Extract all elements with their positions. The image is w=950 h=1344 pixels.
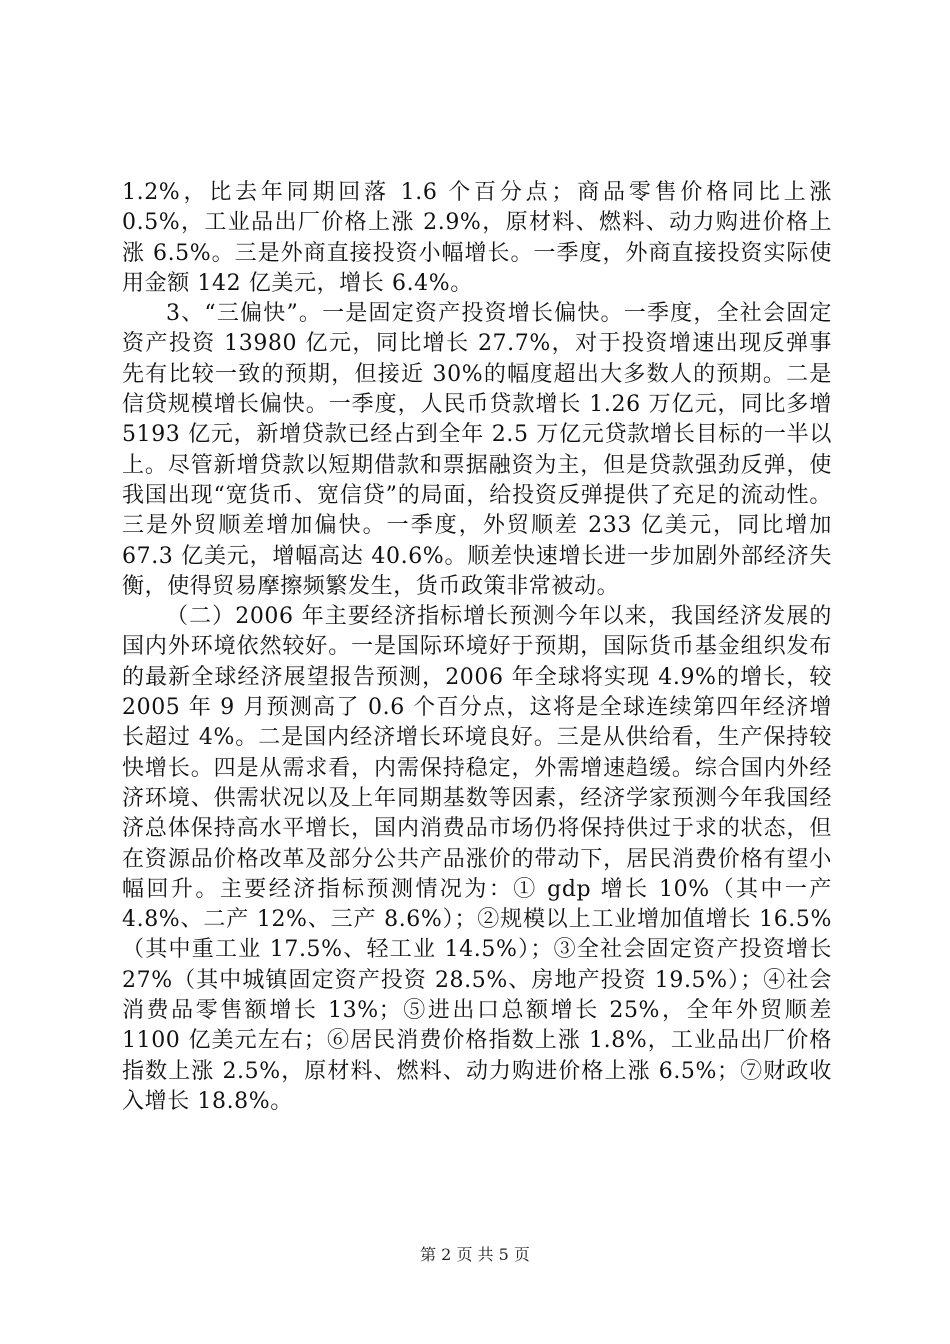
document-body [122,178,832,1117]
page-number-footer: 第 2 页 共 5 页 [420,1245,530,1264]
paragraph-continuation: 1.2%，比去年同期回落 1.6 个百分点；商品零售价格同比上涨 0.5%，工业品出厂价格上涨 2.9%，原材料、燃料、动力购进价格上涨 6.5%。三是外商直接投资小幅增长。一季度，外商直接投资实际使用金额 142 亿美元，增长 6.4%。 [122,180,832,296]
paragraph-three-fast: 3、“三偏快”。一是固定资产投资增长偏快。一季度，全社会固定资产投资 13980 亿元，同比增长 27.7%，对于投资增速出现反弹事先有比较一致的预期，但接近 30%的幅度超出大多数人的预期。二是信贷规模增长偏快。一季度，人民币贷款增长 1.26 万亿元，同比多增 5193 亿元，新增贷款已经占到全年 2.5 万亿元贷款增长目标的一半以上。尽管新增贷款以短期借款和票据融资为主，但是贷款强劲反弹，使我国出现“宽货币、宽信贷”的局面，给投资反弹提供了充足的流动性。三是外贸顺差增加偏快。一季度，外贸顺差 233 亿美元，同比增加 67.3 亿美元，增幅高达 40.6%。顺差快速增长进一步加剧外部经济失衡，使得贸易摩擦频繁发生，货币政策非常被动。 [122,301,832,599]
paragraph-2006-forecast: （二）2006 年主要经济指标增长预测今年以来，我国经济发展的国内外环境依然较好。一是国际环境好于预期，国际货币基金组织发布的最新全球经济展望报告预测，2006 年全球将实现 4.9%的增长，较 2005 年 9 月预测高了 0.6 个百分点，这将是全球连续第四年经济增长超过 4%。二是国内经济增长环境良好。三是从供给看，生产保持较快增长。四是从需求看，内需保持稳定，外需增速趋缓。综合国内外经济环境、供需状况以及上年同期基数等因素，经济学家预测今年我国经济总体保持高水平增长，国内消费品市场仍将保持供过于求的状态，但在资源品价格改革及部分公共产品涨价的带动下，居民消费价格有望小幅回升。主要经济指标预测情况为：① gdp 增长 10%（其中一产 4.8%、二产 12%、三产 8.6%）；②规模以上工业增加值增长 16.5%（其中重工业 17.5%、轻工业 14.5%）；③全社会固定资产投资增长 27%（其中城镇固定资产投资 28.5%、房地产投资 19.5%）；④社会消费品零售额增长 13%；⑤进出口总额增长 25%，全年外贸顺差 1100 亿美元左右；⑥居民消费价格指数上涨 1.8%，工业品出厂价格指数上涨 2.5%，原材料、燃料、动力购进价格上涨 6.5%；⑦财政收入增长 18.8%。 [122,604,832,1114]
